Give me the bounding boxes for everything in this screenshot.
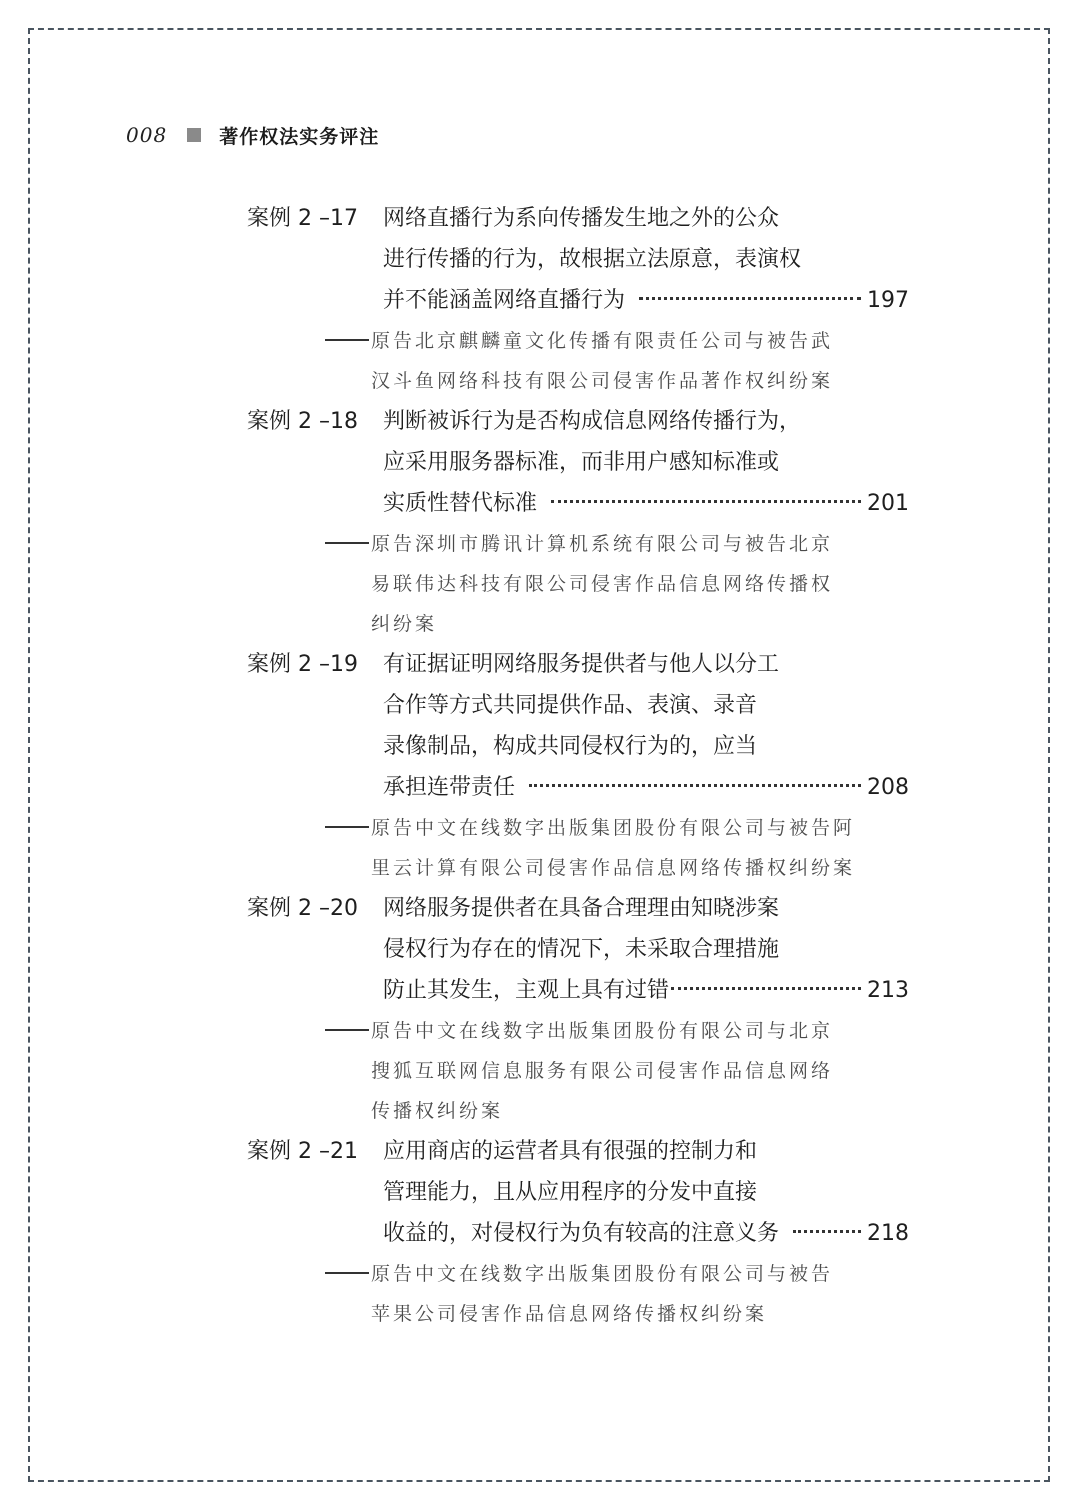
case-parties [325, 1011, 909, 1131]
case-parties [325, 524, 909, 644]
dot-leader [793, 1230, 861, 1233]
case-parties [325, 1254, 909, 1334]
page-number: 008 [126, 123, 168, 147]
toc-entry-2-21[interactable] [247, 1131, 909, 1334]
case-label: 案例 2 –18 [247, 409, 358, 434]
party-line: 传播权纠纷案 [371, 1100, 504, 1122]
toc-entry-2-18[interactable] [247, 401, 909, 644]
party-line: 原告中文在线数字出版集团股份有限公司与被告 [325, 1254, 909, 1294]
case-parties [325, 321, 909, 401]
case-parties [325, 808, 909, 888]
party-line: 苹果公司侵害作品信息网络传播权纠纷案 [371, 1303, 768, 1325]
case-title-line: 网络服务提供者在具备合理理由知晓涉案 [383, 896, 780, 921]
case-title-line: 合作等方式共同提供作品、表演、录音 [383, 693, 758, 718]
party-line: 原告北京麒麟童文化传播有限责任公司与被告武 [325, 321, 909, 361]
party-line: 汉斗鱼网络科技有限公司侵害作品著作权纠纷案 [371, 370, 834, 392]
case-title-line: 录像制品，构成共同侵权行为的，应当 [383, 734, 758, 759]
running-header [126, 118, 379, 152]
case-label: 案例 2 –17 [247, 206, 358, 231]
toc-entry-2-20[interactable] [247, 888, 909, 1131]
case-title-line: 进行传播的行为，故根据立法原意，表演权 [383, 247, 802, 272]
case-label: 案例 2 –21 [247, 1139, 358, 1164]
party-line: 原告中文在线数字出版集团股份有限公司与北京 [325, 1011, 909, 1051]
case-title-line: 侵权行为存在的情况下，未采取合理措施 [383, 937, 780, 962]
toc-entry-2-19[interactable] [247, 644, 909, 888]
page-reference[interactable]: 218 [867, 1221, 909, 1246]
party-line: 里云计算有限公司侵害作品信息网络传播权纠纷案 [371, 857, 856, 879]
table-of-contents [247, 198, 909, 1334]
party-line: 纠纷案 [371, 613, 438, 635]
case-title-line: 网络直播行为系向传播发生地之外的公众 [383, 206, 780, 231]
square-bullet-icon [187, 128, 201, 142]
case-title-line: 并不能涵盖网络直播行为 [383, 288, 626, 313]
party-line: 原告中文在线数字出版集团股份有限公司与被告阿 [325, 808, 909, 848]
page-reference[interactable]: 201 [867, 491, 909, 516]
dot-leader [671, 987, 861, 990]
case-title-line: 承担连带责任 [383, 775, 516, 800]
case-title-line: 实质性替代标准 [383, 491, 538, 516]
case-title-line: 判断被诉行为是否构成信息网络传播行为， [383, 409, 802, 434]
case-label: 案例 2 –19 [247, 652, 358, 677]
case-label: 案例 2 –20 [247, 896, 358, 921]
dot-leader [529, 784, 861, 787]
book-title: 著作权法实务评注 [219, 125, 380, 148]
dot-leader [639, 297, 861, 300]
page-reference[interactable]: 197 [867, 288, 909, 313]
dot-leader [551, 500, 861, 503]
party-line: 易联伟达科技有限公司侵害作品信息网络传播权 [371, 573, 834, 595]
page-reference[interactable]: 213 [867, 978, 909, 1003]
party-line: 原告深圳市腾讯计算机系统有限公司与被告北京 [325, 524, 909, 564]
case-title-line: 收益的，对侵权行为负有较高的注意义务 [383, 1221, 780, 1246]
case-title-line: 应用商店的运营者具有很强的控制力和 [383, 1139, 758, 1164]
toc-entry-2-17[interactable] [247, 198, 909, 401]
case-title-line: 管理能力，且从应用程序的分发中直接 [383, 1180, 758, 1205]
party-line: 搜狐互联网信息服务有限公司侵害作品信息网络 [371, 1060, 834, 1082]
case-title-line: 防止其发生，主观上具有过错 [383, 978, 670, 1003]
page-reference[interactable]: 208 [867, 775, 909, 800]
case-title-line: 应采用服务器标准，而非用户感知标准或 [383, 450, 780, 475]
case-title-line: 有证据证明网络服务提供者与他人以分工 [383, 652, 780, 677]
